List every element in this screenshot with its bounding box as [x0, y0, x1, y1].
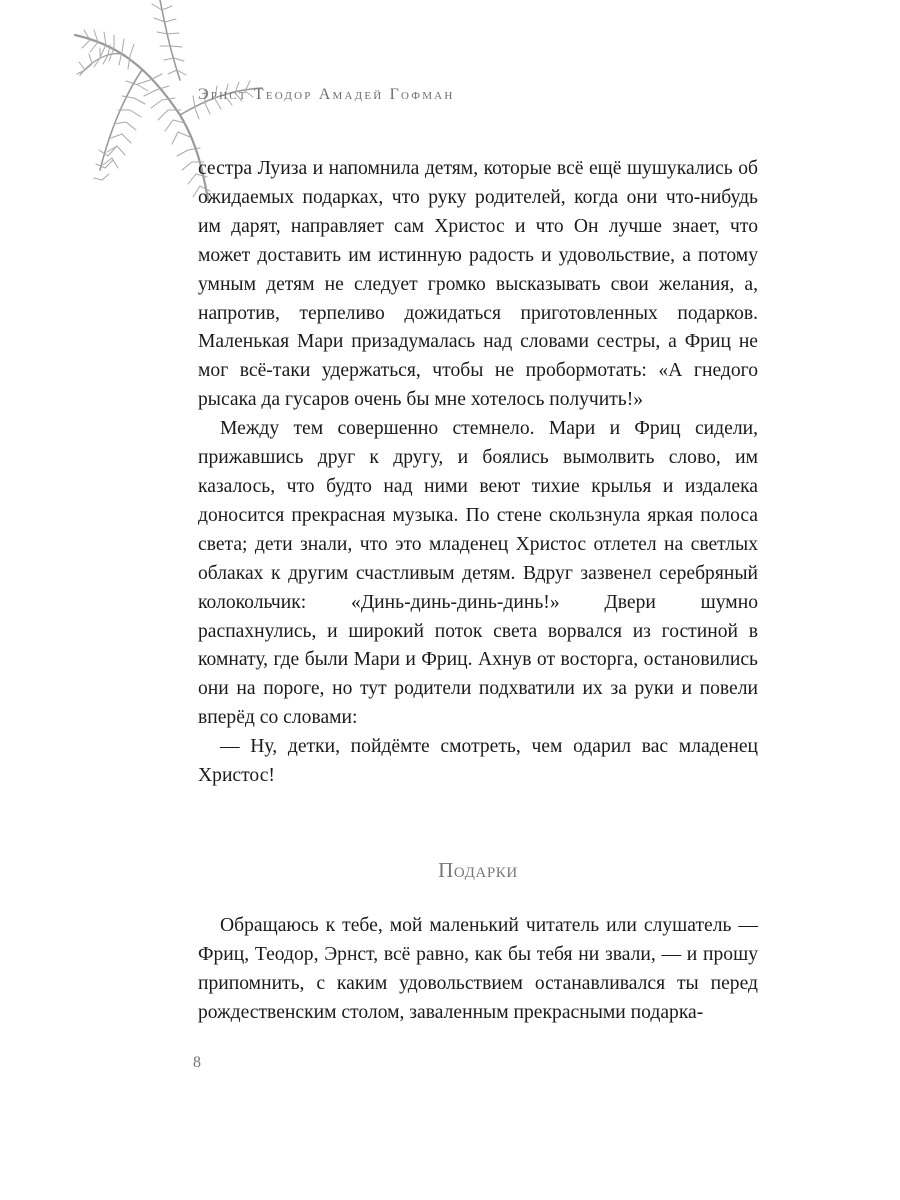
paragraph: Обращаюсь к тебе, мой маленький читатель или слушатель — Фриц, Теодор, Эрнст, всё равно, как бы тебя ни звали, — и прошу припомнить, с каким удовольствием останавливался ты перед рождественским столом, заваленным прекрасными подарка-: [198, 915, 758, 1023]
paragraph: сестра Луиза и напомнила детям, которые всё ещё шушукались об ожидаемых подарках, что руку родителей, когда они что-нибудь им дарят, направляет сам Христос и что Он лучше знает, что может доставить им истинную радость и удовольствие, а потому умным детям не следует громко высказывать свои желания, а, напротив, терпеливо дожидаться приготовленных подарков. Маленькая Мари призадумалась над словами сестры, а Фриц не мог всё-таки удержаться, чтобы не пробормотать: «А гнедого рысака да гусаров очень бы мне хотелось получить!»: [198, 158, 758, 411]
body-text: [198, 155, 758, 791]
paragraph: — Ну, детки, пойдёмте смотреть, чем одарил вас младенец Христос!: [198, 736, 758, 787]
chapter-title: Подарки: [438, 858, 518, 882]
paragraph: Между тем совершенно стемнело. Мари и Фриц сидели, прижавшись друг к другу, и боялись вымолвить слово, им казалось, что будто над ними веют тихие крылья и издалека доносится прекрасная музыка. По стене скользнула яркая полоса света; дети знали, что это младенец Христос отлетел на светлых облаках к другим счастливым детям. Вдруг зазвенел серебряный колокольчик: «Динь-динь-динь-динь!» Двери шумно распахнулись, и широкий поток света ворвался из гостиной в комнату, где были Мари и Фриц. Ахнув от восторга, остановились они на пороге, но тут родители подхватили их за руки и повели вперёд со словами:: [198, 418, 758, 729]
page-number: 8: [193, 1054, 201, 1071]
chapter-text: [198, 912, 758, 1028]
running-head: Эрнст Теодор Амадей Гофман: [198, 86, 455, 103]
